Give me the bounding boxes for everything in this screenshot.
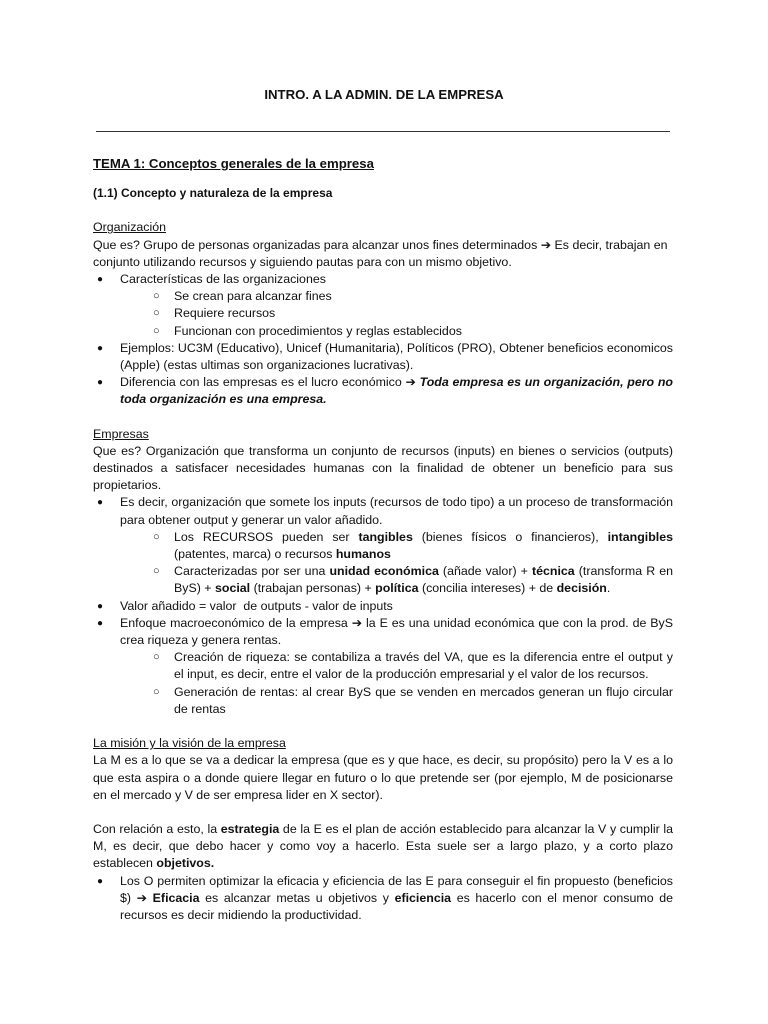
section-heading-empresas: Empresas xyxy=(93,426,149,441)
sub-list-item: ○ Caracterizadas por ser una unidad económica (añade valor) + técnica (transforma R en ByS) + social (trabajan personas) + política (concilia intereses) + de decisión. xyxy=(153,564,673,596)
bullet-icon: ● xyxy=(97,274,104,286)
bullet-icon: ● xyxy=(97,342,104,354)
sub-list-item: ○ Requiere recursos xyxy=(120,305,673,322)
mision-paragraph: La M es a lo que se va a dedicar la empresa (que es y que hace, es decir, su propósito) pero la V es a lo que esta aspira o a donde quiere llegar en futuro o lo que pretende ser (por ejemplo, M de posicionarse en el mercado y V de ser empresa lider en X sector). xyxy=(93,753,673,802)
empresas-intro: Que es? Organización que transforma un conjunto de recursos (inputs) en bienes o servicios (outputs) destinados a satisfacer necesidades humanas con la finalidad de obtener un beneficio para sus propietarios. xyxy=(93,443,673,493)
list-item-text: Enfoque macroeconómico de la empresa ➔ la E es una unidad económica que con la prod. de ByS crea riqueza y genera rentas. xyxy=(120,615,673,648)
sub-list xyxy=(120,288,673,340)
list-item: ● Los O permiten optimizar la eficacia y eficiencia de las E para conseguir el fin propuesto (beneficios $) ➔ Eficacia es alcanzar metas u objetivos y eficiencia es hacerlo con el menor consumo de recursos es decir midiendo la productividad. xyxy=(97,873,673,922)
circle-bullet-icon: ○ xyxy=(153,565,160,578)
bullet-icon: ● xyxy=(97,875,104,887)
list-item xyxy=(93,494,673,597)
sub-list-item: ○ Generación de rentas: al crear ByS que se venden en mercados generan un flujo circular de rentas xyxy=(153,684,673,716)
list-item: ● Diferencia con las empresas es el lucro económico ➔ Toda empresa es un organización, pero no toda organización es una empresa. xyxy=(97,375,673,407)
circle-bullet-icon: ○ xyxy=(153,651,160,664)
organizacion-intro: Que es? Grupo de personas organizadas para alcanzar unos fines determinados ➔ Es decir, trabajan en conjunto utilizando recursos y siguiendo pautas para con un mismo objetivo. xyxy=(93,237,668,269)
bullet-icon: ● xyxy=(97,377,104,389)
subsection-heading: (1.1) Concepto y naturaleza de la empresa xyxy=(93,186,333,201)
list-item-text: Valor añadido = valor de outputs - valor de inputs xyxy=(120,598,393,613)
list-item-text: Características de las organizaciones xyxy=(120,272,326,287)
bullet-icon: ● xyxy=(97,600,104,612)
bullet-icon: ● xyxy=(97,497,104,509)
circle-bullet-icon: ○ xyxy=(153,530,160,543)
organizacion-list xyxy=(93,271,673,409)
sub-list xyxy=(120,649,673,718)
circle-bullet-icon: ○ xyxy=(153,290,160,303)
document-title: INTRO. A LA ADMIN. DE LA EMPRESA xyxy=(264,87,504,102)
list-item xyxy=(93,615,673,718)
circle-bullet-icon: ○ xyxy=(153,307,160,320)
section-heading-organizacion: Organización xyxy=(93,220,167,235)
sub-list-item: ○ Los RECURSOS pueden ser tangibles (bienes físicos o financieros), intangibles (patentes, marca) o recursos humanos xyxy=(153,529,673,562)
sub-list-item: ○ Creación de riqueza: se contabiliza a través del VA, que es la diferencia entre el output y el input, es decir, entre el valor de la producción empresarial y el valor de los recursos. xyxy=(153,650,673,682)
list-item-text: Ejemplos: UC3M (Educativo), Unicef (Humanitaria), Políticos (PRO), Obtener beneficios economicos (Apple) (estas ultimas son organizaciones lucrativas). xyxy=(120,340,673,373)
estrategia-paragraph: Con relación a esto, la estrategia de la E es el plan de acción establecido para alcanzar la V y cumplir la M, es decir, que debo hacer y como voy a hacerlo. Esta suele ser a largo plazo, y a corto plazo establecen objetivos. xyxy=(93,821,673,871)
tema-heading: TEMA 1: Conceptos generales de la empresa xyxy=(93,156,374,171)
objetivos-list xyxy=(93,873,673,925)
sub-list-item: ○ Funcionan con procedimientos y reglas establecidos xyxy=(120,323,673,340)
section-heading-mision-vision: La misión y la visión de la empresa xyxy=(93,736,286,751)
bullet-icon: ● xyxy=(97,617,104,629)
sub-list xyxy=(120,529,673,598)
empresas-list xyxy=(93,494,673,718)
circle-bullet-icon: ○ xyxy=(153,324,160,337)
list-item-text: Es decir, organización que somete los inputs (recursos de todo tipo) a un proceso de transformación para obtener output y generar un valor añadido. xyxy=(120,495,673,527)
list-item xyxy=(93,340,673,374)
list-item xyxy=(93,271,673,340)
list-item xyxy=(93,598,673,615)
sub-list-item: ○ Se crean para alcanzar fines xyxy=(120,288,673,305)
document-body xyxy=(93,155,673,924)
circle-bullet-icon: ○ xyxy=(153,685,160,698)
horizontal-rule xyxy=(96,131,670,132)
emphasis-text: Toda empresa es un organización, pero no toda organización es una empresa. xyxy=(120,375,673,407)
